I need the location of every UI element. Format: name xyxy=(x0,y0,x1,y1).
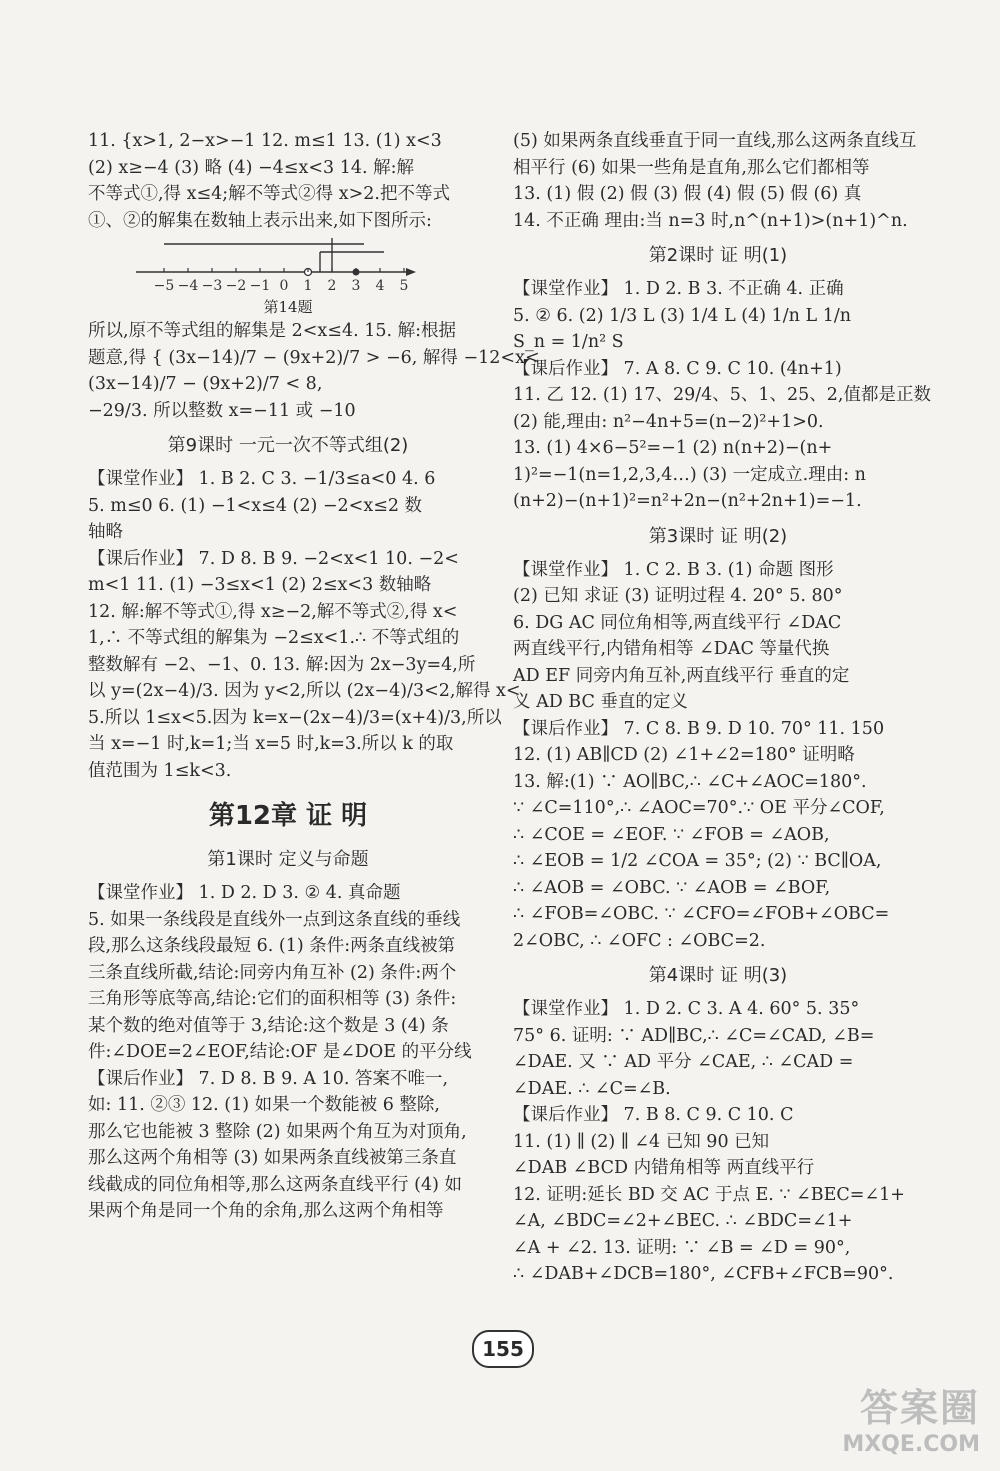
text-line: 三条直线所截,结论:同旁内角互补 (2) 条件:两个 xyxy=(88,962,457,983)
text-line: (2) x≥−4 (3) 略 (4) −4≤x<3 14. 解:解 xyxy=(88,157,414,178)
text-line: 相平行 (6) 如果一些角是直角,那么它们都相等 xyxy=(513,157,870,178)
text-line: ∴ ∠DAB+∠DCB=180°, ∠CFB+∠FCB=90°. xyxy=(513,1264,894,1284)
text-line: 【课后作业】 7. A 8. C 9. C 10. (4n+1) xyxy=(513,358,842,379)
text-line: 如: 11. ②③ 12. (1) 如果一个数能被 6 整除, xyxy=(88,1095,440,1115)
number-line-svg xyxy=(136,238,426,300)
left-column xyxy=(88,128,540,1225)
text-line: 12. 证明:延长 BD 交 AC 于点 E. ∵ ∠BEC=∠1+ xyxy=(513,1184,905,1205)
text-line: ∠DAB ∠BCD 内错角相等 两直线平行 xyxy=(513,1158,815,1178)
text-line: ∴ ∠AOB = ∠OBC. ∵ ∠AOB = ∠BOF, xyxy=(513,877,831,898)
chapter-title: 第12章 证 明 xyxy=(208,801,368,831)
text-line: 【课后作业】 7. D 8. B 9. −2<x<1 10. −2< xyxy=(88,548,459,569)
text-line: 线截成的同位角相等,那么这两条直线平行 (4) 如 xyxy=(88,1174,462,1195)
text-line: ∠DAE. 又 ∵ AD 平分 ∠CAE, ∴ ∠CAD = xyxy=(513,1052,854,1072)
text-line: 整数解有 −2、−1、0. 13. 解:因为 2x−3y=4,所 xyxy=(88,654,476,675)
text-line: 1)²=−1(n=1,2,3,4…) (3) 一定成立.理由: n xyxy=(513,464,866,485)
text-line: ∠A, ∠BDC=∠2+∠BEC. ∴ ∠BDC=∠1+ xyxy=(513,1211,853,1231)
text-line: (2) 能,理由: n²−4n+5=(n−2)²+1>0. xyxy=(513,411,824,432)
text-line: 【课后作业】 7. C 8. B 9. D 10. 70° 11. 150 xyxy=(513,718,885,739)
number-line-tick-label: 4 xyxy=(375,278,385,294)
section-title: 第1课时 定义与命题 xyxy=(207,849,369,870)
text-line: 2∠OBC, ∴ ∠OFC : ∠OBC=2. xyxy=(513,930,766,951)
text-line: 11. 乙 12. (1) 17、29/4、5、1、25、2,值都是正数 xyxy=(513,385,931,405)
text-line: 【课堂作业】 1. B 2. C 3. −1/3≤a<0 4. 6 xyxy=(88,469,436,489)
text-line: 12. 解:解不等式①,得 x≥−2,解不等式②,得 x< xyxy=(88,601,458,622)
text-line: 某个数的绝对值等于 3,结论:这个数是 3 (4) 条 xyxy=(88,1015,449,1036)
text-line: 不等式①,得 x≤4;解不等式②得 x>2.把不等式 xyxy=(88,184,450,204)
text-line: 三角形等底等高,结论:它们的面积相等 (3) 条件: xyxy=(88,989,457,1009)
text-line: (n+2)−(n+1)²=n²+2n−(n²+2n+1)=−1. xyxy=(513,491,862,511)
watermark-url: MXQE.COM xyxy=(842,1432,980,1457)
text-line: (3x−14)/7 − (9x+2)/7 < 8, xyxy=(88,374,323,394)
number-line-tick-label: −5 xyxy=(153,278,175,294)
section-title: 第2课时 证 明(1) xyxy=(648,245,788,266)
text-line: 13. (1) 假 (2) 假 (3) 假 (4) 假 (5) 假 (6) 真 xyxy=(513,184,862,204)
text-line: 值范围为 1≤k<3. xyxy=(88,760,232,781)
text-line: 11. {x>1, 2−x>−1 12. m≤1 13. (1) x<3 xyxy=(88,131,442,151)
text-line: −29/3. 所以整数 x=−11 或 −10 xyxy=(88,400,356,421)
text-line: ∴ ∠EOB = 1/2 ∠COA = 35°; (2) ∵ BC∥OA, xyxy=(513,851,882,871)
text-line: 5. m≤0 6. (1) −1<x≤4 (2) −2<x≤2 数 xyxy=(88,495,423,516)
text-line: 当 x=−1 时,k=1;当 x=5 时,k=3.所以 k 的取 xyxy=(88,734,454,754)
text-line: 11. (1) ∥ (2) ∥ ∠4 已知 90 已知 xyxy=(513,1131,770,1152)
text-line: 【课堂作业】 1. D 2. D 3. ② 4. 真命题 xyxy=(88,883,401,903)
number-line-tick-label: 2 xyxy=(327,278,337,294)
text-line: 所以,原不等式组的解集是 2<x≤4. 15. 解:根据 xyxy=(88,321,457,341)
text-line: ∵ ∠C=110°,∴ ∠AOC=70°.∵ OE 平分∠COF, xyxy=(513,798,885,818)
text-line: 段,那么这条线段最短 6. (1) 条件:两条直线被第 xyxy=(88,936,456,956)
text-line: 件:∠DOE=2∠EOF,结论:OF 是∠DOE 的平分线 xyxy=(88,1042,472,1062)
text-line: 5.所以 1≤x<5.因为 k=x−(2x−4)/3=(x+4)/3,所以 xyxy=(88,707,502,728)
text-line: 题意,得 { (3x−14)/7 − (9x+2)/7 > −6, 解得 −12<x< xyxy=(88,347,540,368)
text-line: (5) 如果两条直线垂直于同一直线,那么这两条直线互 xyxy=(513,131,917,151)
text-line: ∴ ∠FOB=∠OBC. ∵ ∠CFO=∠FOB+∠OBC= xyxy=(513,904,890,924)
text-line: 13. (1) 4×6−5²=−1 (2) n(n+2)−(n+ xyxy=(513,438,833,458)
section-title: 第4课时 证 明(3) xyxy=(648,965,788,986)
watermark xyxy=(810,1377,980,1457)
text-line: 【课堂作业】 1. D 2. B 3. 不正确 4. 正确 xyxy=(513,279,844,299)
figure-caption: 第14题 xyxy=(263,298,313,316)
text-line: 轴略 xyxy=(88,522,123,542)
page-number: 155 xyxy=(472,1330,534,1368)
number-line-tick-label: −4 xyxy=(177,278,199,294)
text-line: (2) 已知 求证 (3) 证明过程 4. 20° 5. 80° xyxy=(513,586,843,606)
number-line-tick-label: 0 xyxy=(279,278,289,294)
text-line: 75° 6. 证明: ∵ AD∥BC,∴ ∠C=∠CAD, ∠B= xyxy=(513,1025,875,1046)
text-line: 12. (1) AB∥CD (2) ∠1+∠2=180° 证明略 xyxy=(513,745,855,765)
text-line: 两直线平行,内错角相等 ∠DAC 等量代换 xyxy=(513,639,830,659)
text-line: ∴ ∠COE = ∠EOF. ∵ ∠FOB = ∠AOB, xyxy=(513,824,830,845)
text-line: 13. 解:(1) ∵ AO∥BC,∴ ∠C+∠AOC=180°. xyxy=(513,771,867,792)
number-line-tick-label: −1 xyxy=(249,278,271,294)
right-column xyxy=(513,128,931,1288)
text-line: ∠A + ∠2. 13. 证明: ∵ ∠B = ∠D = 90°, xyxy=(513,1237,851,1258)
text-line: 6. DG AC 同位角相等,两直线平行 ∠DAC xyxy=(513,612,842,633)
text-line: 那么它也能被 3 整除 (2) 如果两个角互为对顶角, xyxy=(88,1121,467,1142)
number-line-tick-label: −3 xyxy=(201,278,223,294)
text-line: 5. 如果一条线段是直线外一点到这条直线的垂线 xyxy=(88,909,461,930)
text-line: 1,∴ 不等式组的解集为 −2≤x<1.∴ 不等式组的 xyxy=(88,628,460,648)
text-line: S_n = 1/n² S xyxy=(513,332,624,352)
text-line: 【课堂作业】 1. C 2. B 3. (1) 命题 图形 xyxy=(513,559,834,580)
section-title: 第9课时 一元一次不等式组(2) xyxy=(167,435,409,456)
watermark-logo: 答案圈 xyxy=(859,1386,980,1430)
number-line-tick-label: −2 xyxy=(225,278,247,294)
number-line-tick-label: 3 xyxy=(351,278,361,294)
number-line-figure xyxy=(88,238,488,316)
section-title: 第3课时 证 明(2) xyxy=(648,525,788,547)
text-line: 14. 不正确 理由:当 n=3 时,n^(n+1)>(n+1)^n. xyxy=(513,210,908,231)
text-line: 以 y=(2x−4)/3. 因为 y<2,所以 (2x−4)/3<2,解得 x< xyxy=(88,681,521,701)
text-line: 5. ② 6. (2) 1/3 L (3) 1/4 L (4) 1/n L 1/n xyxy=(513,305,851,326)
text-line: 【课后作业】 7. B 8. C 9. C 10. C xyxy=(513,1105,794,1125)
text-line: ①、②的解集在数轴上表示出来,如下图所示: xyxy=(88,210,432,231)
text-line: 义 AD BC 垂直的定义 xyxy=(513,692,688,712)
text-line: 那么这两个角相等 (3) 如果两条直线被第三条直 xyxy=(88,1148,457,1168)
number-line-tick-label: 1 xyxy=(303,278,313,294)
text-line: 【课后作业】 7. D 8. B 9. A 10. 答案不唯一, xyxy=(88,1068,449,1089)
text-line: AD EF 同旁内角互补,两直线平行 垂直的定 xyxy=(513,665,850,686)
text-line: 果两个角是同一个角的余角,那么这两个角相等 xyxy=(88,1201,444,1221)
text-line: m<1 11. (1) −3≤x<1 (2) 2≤x<3 数轴略 xyxy=(88,575,432,595)
number-line-tick-label: 5 xyxy=(399,278,409,294)
text-line: ∠DAE. ∴ ∠C=∠B. xyxy=(513,1078,671,1099)
text-line: 【课堂作业】 1. D 2. C 3. A 4. 60° 5. 35° xyxy=(513,999,860,1019)
